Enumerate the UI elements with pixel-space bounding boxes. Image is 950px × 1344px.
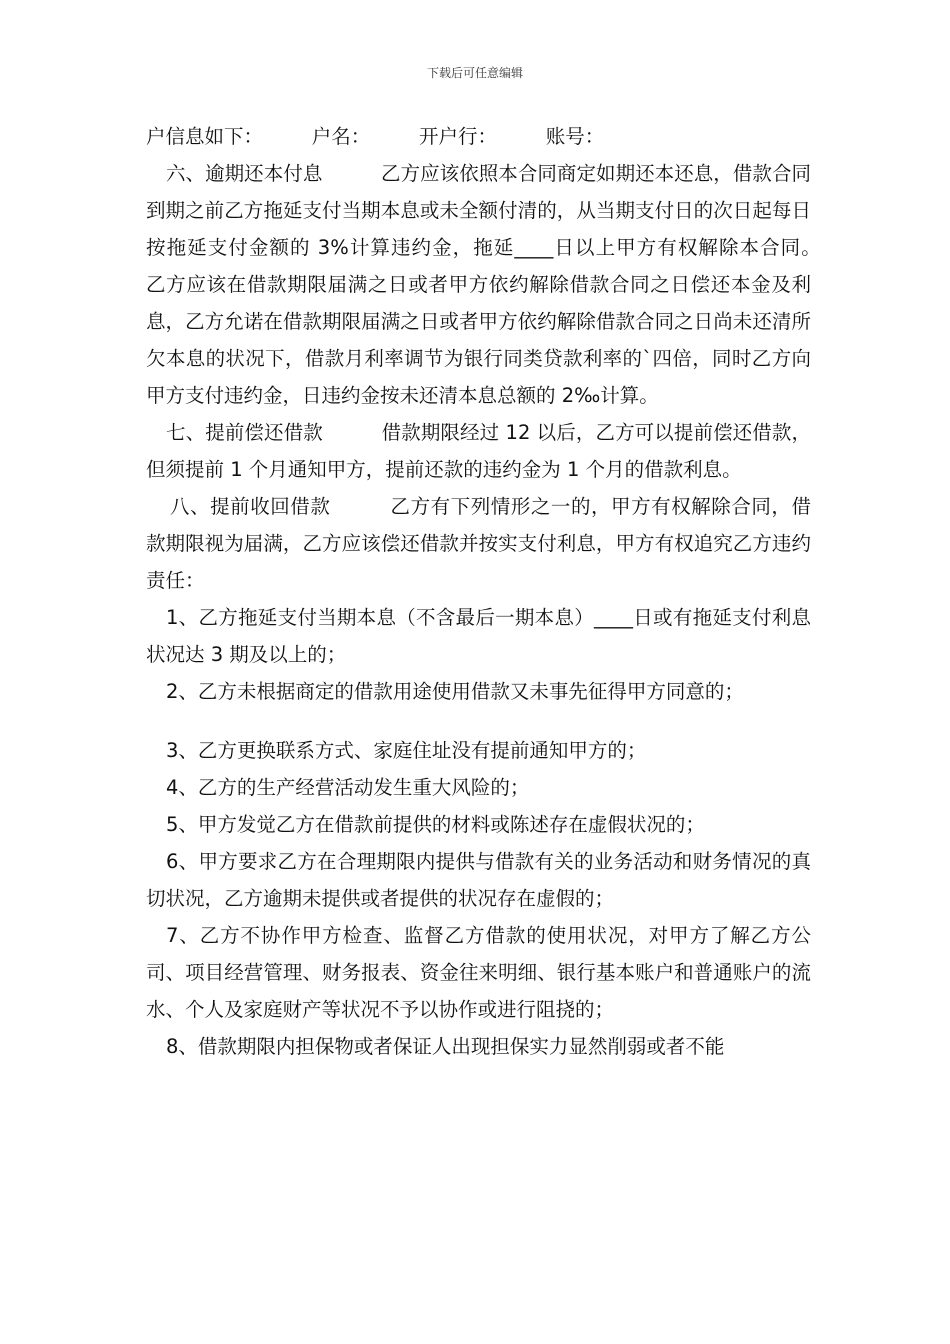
clause-8-item-5: 5、甲方发觉乙方在借款前提供的材料或陈述存在虚假状况的； <box>166 813 705 836</box>
clause-8-item-1: 1、乙方拖延支付当期本息（不含最后一期本息）____日或有拖延支付利息状况达 3 期及以上的； <box>146 606 811 666</box>
clause-8-item-6: 6、甲方要求乙方在合理期限内提供与借款有关的业务活动和财务情况的真切状况，乙方逾期未提供或者提供的状况存在虚假的； <box>146 850 811 910</box>
clause-8-item-2: 2、乙方未根据商定的借款用途使用借款又未事先征得甲方同意的； <box>166 680 744 703</box>
clause-8-item-8: 8、借款期限内担保物或者保证人出现担保实力显然削弱或者不能 <box>166 1035 725 1058</box>
clause-8-early-recall: 八、提前收回借款 乙方有下列情形之一的，甲方有权解除合同，借款期限视为届满，乙方应该偿还借款并按实支付利息，甲方有权追究乙方违约责任： <box>146 495 811 592</box>
clause-8-item-3: 3、乙方更换联系方式、家庭住址没有提前通知甲方的； <box>166 739 647 762</box>
account-info-line: 户信息如下： 户名： 开户行： 账号： <box>146 125 605 148</box>
clause-7-early-repayment: 七、提前偿还借款 借款期限经过 12 以后，乙方可以提前偿还借款，但须提前 1 个月通知甲方，提前还款的违约金为 1 个月的借款利息。 <box>146 421 811 481</box>
page-header: 下载后可任意编辑 <box>426 66 523 80</box>
clause-8-item-4: 4、乙方的生产经营活动发生重大风险的； <box>166 776 530 799</box>
clause-8-item-7: 7、乙方不协作甲方检查、监督乙方借款的使用状况，对甲方了解乙方公司、项目经营管理、财务报表、资金往来明细、银行基本账户和普通账户的流水、个人及家庭财产等状况不予以协作或进行阻挠的； <box>146 924 811 1021</box>
blank-spacer <box>146 710 811 732</box>
clause-6-overdue: 六、逾期还本付息 乙方应该依照本合同商定如期还本还息，借款合同到期之前乙方拖延支付当期本息或未全额付清的，从当期支付日的次日起每日按拖延支付金额的 3%计算违约金，拖延____日以上甲方有权解除本合同。 乙方应该在借款期限届满之日或者甲方依约解除借款合同之日偿还本金及利息，乙方允诺在借款期限届满之日或者甲方依约解除借款合同之日尚未还清所欠本息的状况下，借款月利率调节为银行同类贷款利率的`四倍，同时乙方向甲方支付违约金，日违约金按未还清本息总额的 2‰计算。 <box>146 162 870 407</box>
document-body <box>146 118 870 1065</box>
